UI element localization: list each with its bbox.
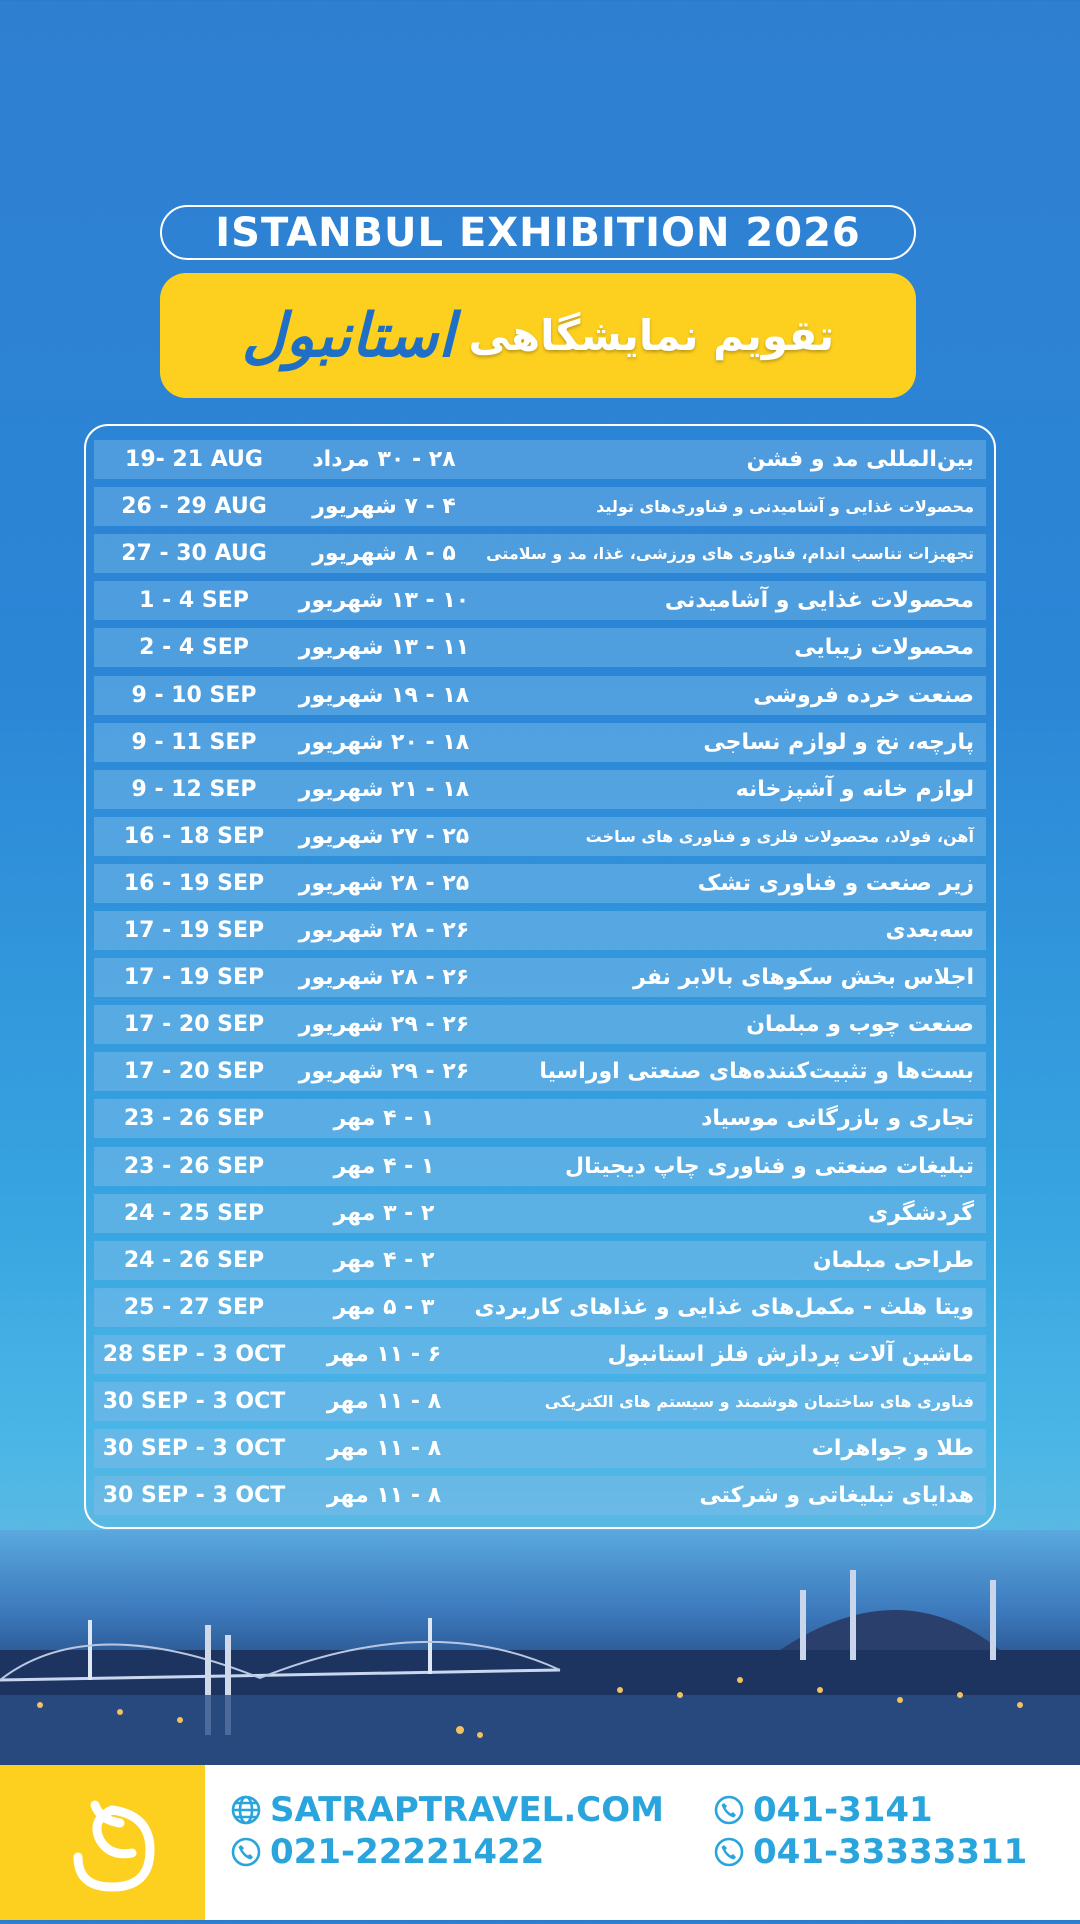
row-date-fa: ۲۵ - ۲۷ شهریور — [298, 823, 470, 849]
istanbul-skyline-image — [0, 1530, 1080, 1765]
exhibition-row — [94, 440, 986, 479]
footer — [0, 1765, 1080, 1920]
row-exhibition-name: ماشین آلات پردازش فلز استانبول — [607, 1341, 974, 1367]
row-date-en: 24 - 25 SEP — [123, 1200, 265, 1226]
row-exhibition-name: محصولات زیبایی — [794, 635, 974, 661]
exhibition-row — [94, 1241, 986, 1280]
title-fa: تقویم نمایشگاهی — [468, 311, 835, 360]
row-exhibition-name: هدایای تبلیغاتی و شرکتی — [699, 1483, 974, 1509]
phone-contact-3[interactable] — [713, 1832, 1027, 1872]
row-exhibition-name: تبلیغات صنعتی و فناوری چاپ دیجیتال — [565, 1153, 974, 1179]
row-date-en: 17 - 20 SEP — [123, 1059, 265, 1085]
row-date-en: 27 - 30 AUG — [121, 541, 267, 567]
row-date-fa: ۲۶ - ۲۹ شهریور — [298, 1059, 470, 1085]
row-exhibition-name: صنعت خرده فروشی — [753, 682, 974, 708]
title-city: استانبول — [241, 300, 455, 371]
row-date-en: 30 SEP - 3 OCT — [102, 1436, 286, 1462]
row-date-en: 26 - 29 AUG — [121, 494, 267, 520]
row-exhibition-name: صنعت چوب و مبلمان — [746, 1012, 974, 1038]
exhibition-row — [94, 817, 986, 856]
satrap-logo-icon — [0, 1765, 205, 1920]
row-exhibition-name: سه‌بعدی — [885, 918, 974, 943]
title-en: ISTANBUL EXHIBITION 2026 — [215, 209, 861, 256]
row-date-fa: ۱ - ۴ مهر — [333, 1106, 435, 1132]
row-date-fa: ۲ - ۳ مهر — [333, 1200, 435, 1226]
exhibition-row — [94, 628, 986, 667]
exhibition-row — [94, 534, 986, 573]
row-exhibition-name: بین‌المللی مد و فشن — [746, 447, 974, 472]
row-date-en: 17 - 20 SEP — [123, 1012, 265, 1038]
row-date-fa: ۱۸ - ۲۰ شهریور — [298, 729, 470, 755]
row-date-en: 16 - 19 SEP — [123, 870, 265, 896]
globe-icon — [230, 1794, 262, 1826]
row-date-fa: ۲۶ - ۲۹ شهریور — [298, 1012, 470, 1038]
row-exhibition-name: آهن، فولاد، محصولات فلزی و فناوری های ساخت — [585, 826, 974, 846]
row-date-en: 17 - 19 SEP — [123, 918, 265, 943]
exhibition-row — [94, 1288, 986, 1327]
exhibition-row — [94, 1335, 986, 1374]
title-en-pill — [160, 205, 916, 260]
exhibition-row — [94, 864, 986, 903]
row-exhibition-name: گردشگری — [867, 1200, 974, 1226]
row-exhibition-name: پارچه، نخ و لوازم نساجی — [703, 729, 974, 755]
row-date-en: 9 - 10 SEP — [131, 682, 257, 708]
row-date-en: 19- 21 AUG — [125, 447, 263, 472]
row-date-fa: ۱ - ۴ مهر — [333, 1153, 435, 1179]
row-date-fa: ۱۱ - ۱۳ شهریور — [298, 635, 470, 661]
exhibition-row — [94, 1147, 986, 1186]
row-date-fa: ۱۰ - ۱۳ شهریور — [298, 588, 470, 614]
row-exhibition-name: محصولات غذایی و آشامیدنی و فناوری‌های تولید — [596, 497, 974, 517]
phone-2-text: 041-3141 — [753, 1790, 933, 1830]
exhibition-row — [94, 1476, 986, 1515]
row-date-fa: ۴ - ۷ شهریور — [312, 494, 456, 520]
exhibition-row — [94, 1099, 986, 1138]
row-date-en: 30 SEP - 3 OCT — [102, 1483, 286, 1509]
row-date-fa: ۱۸ - ۱۹ شهریور — [298, 682, 470, 708]
row-date-en: 17 - 19 SEP — [123, 965, 265, 991]
row-date-en: 30 SEP - 3 OCT — [102, 1389, 286, 1414]
exhibition-row — [94, 1382, 986, 1421]
row-exhibition-name: محصولات غذایی و آشامیدنی — [664, 588, 974, 614]
row-exhibition-name: اجلاس بخش سکوهای بالابر نفر — [633, 965, 974, 991]
phone-icon — [713, 1836, 745, 1868]
row-exhibition-name: ویتا هلث - مکمل‌های غذایی و غذاهای کاربردی — [474, 1294, 974, 1320]
row-date-en: 24 - 26 SEP — [123, 1247, 265, 1273]
row-exhibition-name: لوازم خانه و آشپزخانه — [735, 776, 974, 802]
exhibition-row — [94, 676, 986, 715]
exhibition-row — [94, 958, 986, 997]
row-exhibition-name: طراحی مبلمان — [812, 1247, 974, 1273]
logo-panel — [0, 1765, 205, 1920]
row-date-fa: ۸ - ۱۱ مهر — [326, 1389, 442, 1414]
website-contact[interactable] — [230, 1790, 664, 1830]
exhibition-row — [94, 1052, 986, 1091]
row-date-en: 25 - 27 SEP — [123, 1294, 265, 1320]
phone-3-text: 041-33333311 — [753, 1832, 1028, 1872]
row-exhibition-name: طلا و جواهرات — [811, 1436, 974, 1462]
row-exhibition-name: فناوری های ساختمان هوشمند و سیستم های الکتریکی — [544, 1392, 974, 1411]
website-text: SATRAPTRAVEL.COM — [270, 1790, 664, 1830]
phone-1-text: 021-22221422 — [270, 1832, 545, 1872]
exhibition-row — [94, 1194, 986, 1233]
row-date-fa: ۲۶ - ۲۸ شهریور — [298, 965, 470, 991]
phone-icon — [230, 1836, 262, 1868]
row-date-en: 9 - 11 SEP — [131, 729, 257, 755]
row-exhibition-name: بست‌ها و تثبیت‌کننده‌های صنعتی اوراسیا — [539, 1059, 974, 1085]
row-date-fa: ۸ - ۱۱ مهر — [326, 1483, 442, 1509]
exhibition-row — [94, 1005, 986, 1044]
row-date-fa: ۱۸ - ۲۱ شهریور — [298, 776, 470, 802]
row-exhibition-name: تجاری و بازرگانی موسیاد — [701, 1106, 974, 1132]
exhibition-row — [94, 911, 986, 950]
phone-contact-1[interactable] — [230, 1832, 544, 1872]
row-date-en: 23 - 26 SEP — [123, 1153, 265, 1179]
row-exhibition-name: زیر صنعت و فناوری تشک — [697, 870, 974, 896]
row-date-en: 23 - 26 SEP — [123, 1106, 265, 1132]
row-date-fa: ۲ - ۴ مهر — [333, 1247, 435, 1273]
row-date-fa: ۶ - ۱۱ مهر — [326, 1341, 442, 1367]
phone-contact-2[interactable] — [713, 1790, 933, 1830]
exhibition-row — [94, 581, 986, 620]
row-date-en: 2 - 4 SEP — [139, 635, 249, 661]
row-exhibition-name: تجهیزات تناسب اندام، فناوری های ورزشی، غذا، مد و سلامتی — [486, 544, 974, 564]
title-fa-box — [160, 273, 916, 398]
row-date-fa: ۸ - ۱۱ مهر — [326, 1436, 442, 1462]
row-date-en: 1 - 4 SEP — [139, 588, 249, 614]
row-date-fa: ۵ - ۸ شهریور — [312, 541, 456, 567]
exhibition-row — [94, 487, 986, 526]
row-date-en: 16 - 18 SEP — [123, 823, 265, 849]
row-date-en: 9 - 12 SEP — [131, 776, 257, 802]
row-date-fa: ۲۸ - ۳۰ مرداد — [312, 447, 456, 472]
row-date-fa: ۲۵ - ۲۸ شهریور — [298, 870, 470, 896]
phone-icon — [713, 1794, 745, 1826]
row-date-fa: ۲۶ - ۲۸ شهریور — [298, 918, 470, 943]
exhibition-row — [94, 723, 986, 762]
row-date-en: 28 SEP - 3 OCT — [102, 1341, 286, 1367]
exhibition-row — [94, 770, 986, 809]
row-date-fa: ۳ - ۵ مهر — [333, 1294, 435, 1320]
exhibition-row — [94, 1429, 986, 1468]
